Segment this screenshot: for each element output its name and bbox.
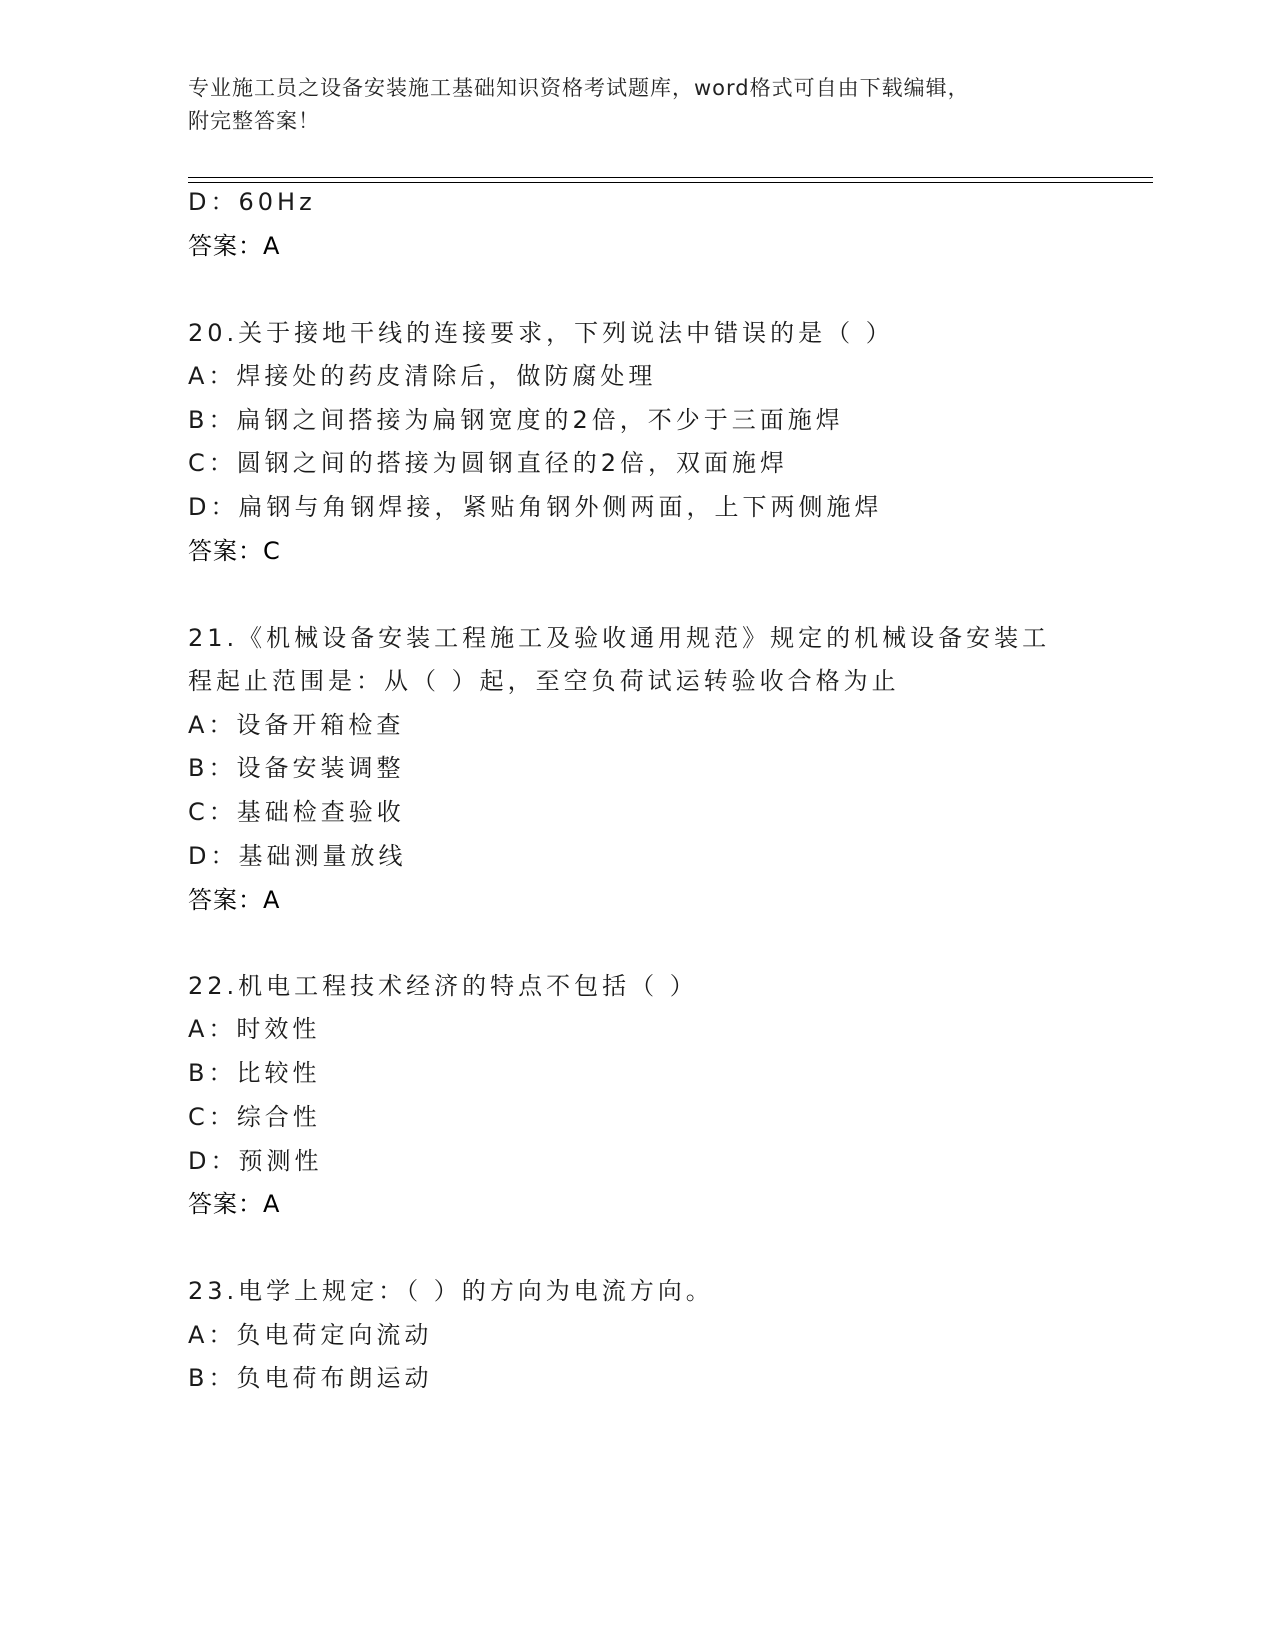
header-line-1: 专业施工员之设备安装施工基础知识资格考试题库，word格式可自由下载编辑，	[188, 76, 970, 100]
q22-option-d: D：预测性	[188, 1147, 323, 1175]
document-header	[188, 72, 1088, 138]
q23-stem: 23.电学上规定：（ ）的方向为电流方向。	[188, 1277, 714, 1305]
q22-stem: 22.机电工程技术经济的特点不包括（ ）	[188, 972, 698, 1000]
q20-option-d: D：扁钢与角钢焊接，紧贴角钢外侧两面，上下两侧施焊	[188, 493, 883, 521]
q21-option-a: A：设备开箱检查	[188, 711, 405, 739]
q21-stem-line-1: 21.《机械设备安装工程施工及验收通用规范》规定的机械设备安装工	[188, 624, 1051, 652]
q23-option-b: B：负电荷布朗运动	[188, 1364, 433, 1392]
q20-option-c: C：圆钢之间的搭接为圆钢直径的2倍，双面施焊	[188, 449, 789, 477]
q22-option-b: B：比较性	[188, 1059, 321, 1087]
prev-answer: 答案：A	[188, 232, 281, 260]
prev-option-d: D：60Hz	[188, 188, 316, 216]
q22-option-c: C：综合性	[188, 1103, 321, 1131]
header-divider-bottom	[188, 182, 1153, 183]
q23-option-a: A：负电荷定向流动	[188, 1321, 433, 1349]
q20-option-b: B：扁钢之间搭接为扁钢宽度的2倍，不少于三面施焊	[188, 406, 844, 434]
q22-option-a: A：时效性	[188, 1015, 321, 1043]
q21-option-d: D：基础测量放线	[188, 842, 407, 870]
q22-answer: 答案：A	[188, 1190, 281, 1218]
q21-option-b: B：设备安装调整	[188, 754, 405, 782]
header-divider-top	[188, 177, 1153, 178]
q21-option-c: C：基础检查验收	[188, 798, 405, 826]
q21-answer: 答案：A	[188, 886, 281, 914]
q20-answer: 答案：C	[188, 537, 281, 565]
q20-stem: 20.关于接地干线的连接要求，下列说法中错误的是（ ）	[188, 319, 894, 347]
header-line-2: 附完整答案！	[188, 109, 320, 133]
q20-option-a: A：焊接处的药皮清除后，做防腐处理	[188, 362, 657, 390]
q21-stem-line-2: 程起止范围是：从（ ）起，至空负荷试运转验收合格为止	[188, 667, 900, 695]
